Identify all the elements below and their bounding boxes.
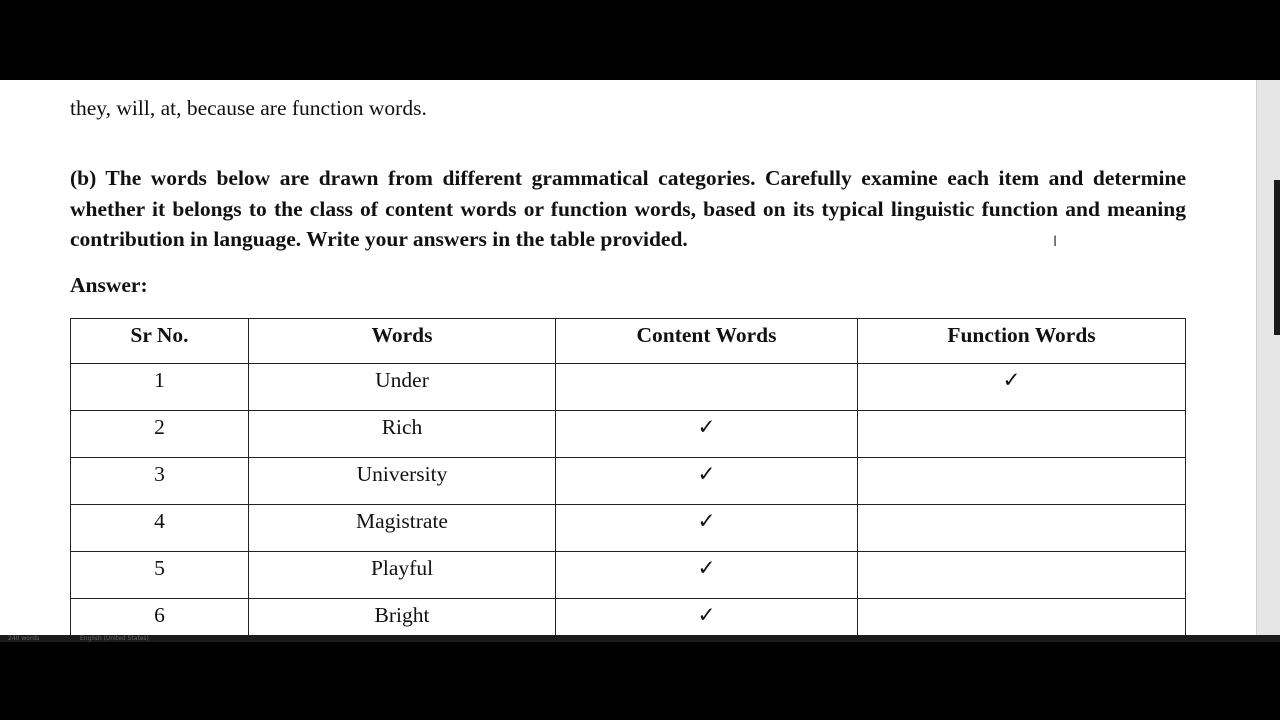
document-canvas[interactable] xyxy=(0,80,1280,635)
question-b-paragraph: (b) The words below are drawn from different grammatical categories. Carefully examine each item and determine whether it belongs to the class of content words or function words, based on its typical linguistic function and meaning contribution in language. Write your answers in the table provided. xyxy=(70,166,1186,251)
cell-sr-no: 3 xyxy=(71,458,249,505)
cell-function-check xyxy=(858,411,1186,458)
cell-function-check xyxy=(858,505,1186,552)
cell-content-check: ✓ xyxy=(556,505,858,552)
right-side-toolbar-strip[interactable] xyxy=(1274,180,1280,335)
cell-sr-no: 2 xyxy=(71,411,249,458)
header-words: Words xyxy=(249,319,556,364)
word-count[interactable]: 240 words xyxy=(8,635,40,642)
cell-sr-no: 5 xyxy=(71,552,249,599)
cell-word: Under xyxy=(249,364,556,411)
cell-function-check xyxy=(858,458,1186,505)
status-bar xyxy=(0,635,1280,642)
previous-answer-line: they, will, at, because are function words. xyxy=(70,96,427,120)
answer-label: Answer: xyxy=(70,273,148,297)
header-sr-no: Sr No. xyxy=(71,319,249,364)
document-page[interactable] xyxy=(0,80,1256,635)
header-content-words: Content Words xyxy=(556,319,858,364)
text-cursor-icon: I xyxy=(1053,234,1058,250)
cell-word: Magistrate xyxy=(249,505,556,552)
cell-sr-no: 1 xyxy=(71,364,249,411)
video-letterbox-top xyxy=(0,0,1280,80)
table-header-row xyxy=(71,319,1186,364)
table-row xyxy=(71,552,1186,599)
page-edge-divider xyxy=(1256,80,1257,635)
video-letterbox-bottom xyxy=(0,642,1280,720)
language-indicator[interactable]: English (United States) xyxy=(80,635,149,642)
cell-content-check: ✓ xyxy=(556,599,858,636)
cell-content-check: ✓ xyxy=(556,552,858,599)
cell-word: University xyxy=(249,458,556,505)
table-row xyxy=(71,505,1186,552)
cell-content-check: ✓ xyxy=(556,411,858,458)
cell-function-check xyxy=(858,552,1186,599)
table-row xyxy=(71,599,1186,636)
cell-word: Rich xyxy=(249,411,556,458)
cell-sr-no: 4 xyxy=(71,505,249,552)
answers-table xyxy=(70,318,1186,635)
table-row xyxy=(71,411,1186,458)
cell-word: Bright xyxy=(249,599,556,636)
header-function-words: Function Words xyxy=(858,319,1186,364)
cell-function-check: ✓ xyxy=(858,364,1186,411)
table-row xyxy=(71,364,1186,411)
cell-content-check xyxy=(556,364,858,411)
cell-function-check xyxy=(858,599,1186,636)
cell-word: Playful xyxy=(249,552,556,599)
cell-sr-no: 6 xyxy=(71,599,249,636)
cell-content-check: ✓ xyxy=(556,458,858,505)
table-row xyxy=(71,458,1186,505)
